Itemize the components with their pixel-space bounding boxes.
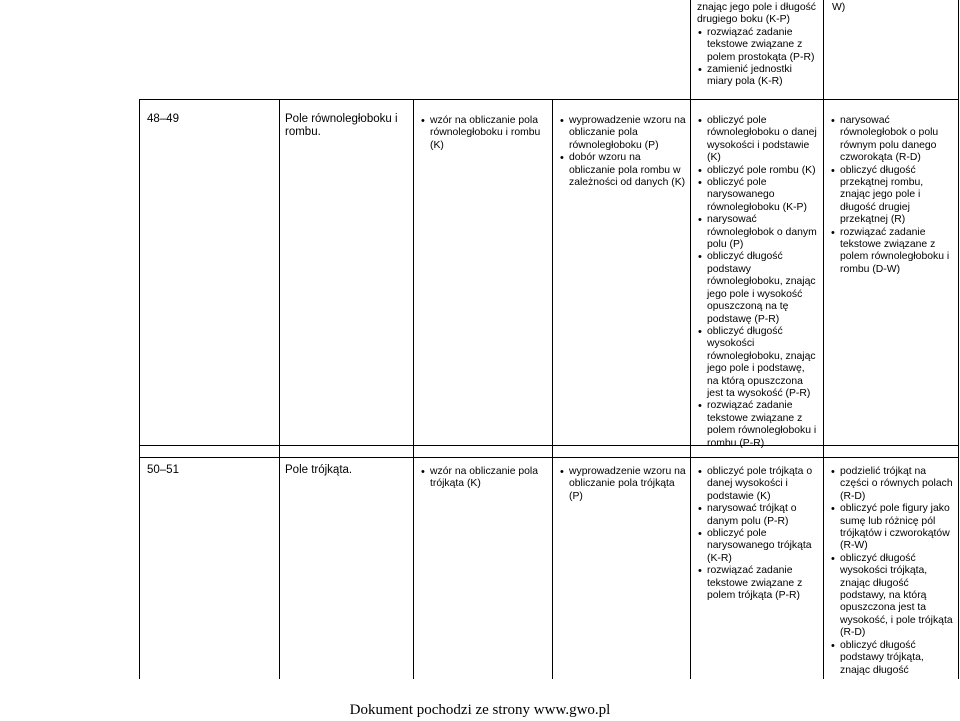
basic-cell — [697, 115, 819, 450]
table-border — [690, 0, 691, 99]
table-border — [823, 99, 824, 679]
table-border — [690, 99, 691, 679]
list-item: • obliczyć długość wysokości trójkąta, znając długość podstawy, na którą opuszczona jest ta wysokość, i pole trójkąta (R-D) — [830, 553, 954, 640]
list-item: • wzór na obliczanie pola równoległoboku i rombu (K) — [420, 115, 546, 152]
list-item: • rozwiązać zadanie tekstowe związane z polem trójkąta (P-R) — [697, 565, 819, 602]
top-basic-text: znając jego pole i długość drugiego boku (K-P) — [697, 2, 816, 26]
table-border — [413, 99, 414, 679]
list-item: • dobór wzoru na obliczanie pola rombu w zależności od danych (K) — [559, 152, 687, 189]
lesson-number: 48–49 — [147, 113, 179, 125]
list-item: • narysować trójkąt o danym polu (P-R) — [697, 503, 819, 528]
list-item: • rozwiązać zadanie tekstowe związane z polem równoległoboku i rombu (P-R) — [697, 400, 819, 450]
list-item: • obliczyć pole rombu (K) — [697, 165, 819, 177]
table-border — [958, 99, 959, 679]
list-item: • wzór na obliczanie pola trójkąta (K) — [420, 466, 546, 491]
list-item: • obliczyć pole figury jako sumę lub różnicę pól trójkątów i czworokątów (R-W) — [830, 503, 954, 553]
lesson-number: 50–51 — [147, 464, 179, 476]
list-item: • rozwiązać zadanie tekstowe związane z polem równoległoboku i rombu (D-W) — [830, 227, 954, 277]
list-item: • narysować równoległobok o danym polu (P) — [697, 214, 819, 251]
list-item: • obliczyć pole narysowanego trójkąta (K-R) — [697, 528, 819, 565]
table-border — [139, 445, 959, 446]
top-advanced-text: W) — [832, 2, 846, 13]
list-item: • obliczyć długość wysokości równoległoboku, znając jego pole i podstawę, na którą opuszczona jest ta wysokość (P-R) — [697, 326, 819, 400]
list-item: • obliczyć długość podstawy trójkąta, znając długość — [830, 640, 954, 677]
list-item: • narysować równoległobok o polu równym polu danego czworokąta (R-D) — [830, 115, 954, 165]
top-basic-cell — [697, 2, 819, 89]
advanced-cell — [830, 466, 954, 677]
lesson-topic: Pole równoległoboku i rombu. — [285, 113, 398, 138]
list-item: • podzielić trójkąt na części o równych polach (R-D) — [830, 466, 954, 503]
list-item: • rozwiązać zadanie tekstowe związane z polem prostokąta (P-R) — [697, 27, 819, 64]
lesson-topic: Pole trójkąta. — [285, 464, 353, 476]
table-border — [823, 0, 824, 99]
content-cell — [420, 466, 546, 491]
list-item: • obliczyć pole trójkąta o danej wysokości i podstawie (K) — [697, 466, 819, 503]
list-item: • wyprowadzenie wzoru na obliczanie pola trójkąta (P) — [559, 466, 687, 503]
list-item: • obliczyć długość przekątnej rombu, znając jego pole i długość drugiej przekątnej (R) — [830, 165, 954, 227]
methods-cell — [559, 466, 687, 503]
list-item: • obliczyć pole równoległoboku o danej wysokości i podstawie (K) — [697, 115, 819, 165]
table-border — [279, 99, 280, 679]
list-item: • wyprowadzenie wzoru na obliczanie pola równoległoboku (P) — [559, 115, 687, 152]
advanced-cell — [830, 115, 954, 276]
list-item: • zamienić jednostki miary pola (K-R) — [697, 64, 819, 89]
content-cell — [420, 115, 546, 152]
table-border — [139, 457, 959, 458]
table-border — [139, 99, 140, 679]
table-border — [958, 0, 959, 99]
list-item: • obliczyć pole narysowanego równoległoboku (K-P) — [697, 177, 819, 214]
table-border — [139, 99, 959, 100]
table-border — [552, 99, 553, 679]
list-item: • obliczyć długość podstawy równoległoboku, znając jego pole i wysokość opuszczoną na tę podstawę (P-R) — [697, 251, 819, 325]
methods-cell — [559, 115, 687, 189]
basic-cell — [697, 466, 819, 602]
document-footer: Dokument pochodzi ze strony www.gwo.pl — [349, 702, 611, 718]
top-advanced-cell — [832, 2, 952, 14]
